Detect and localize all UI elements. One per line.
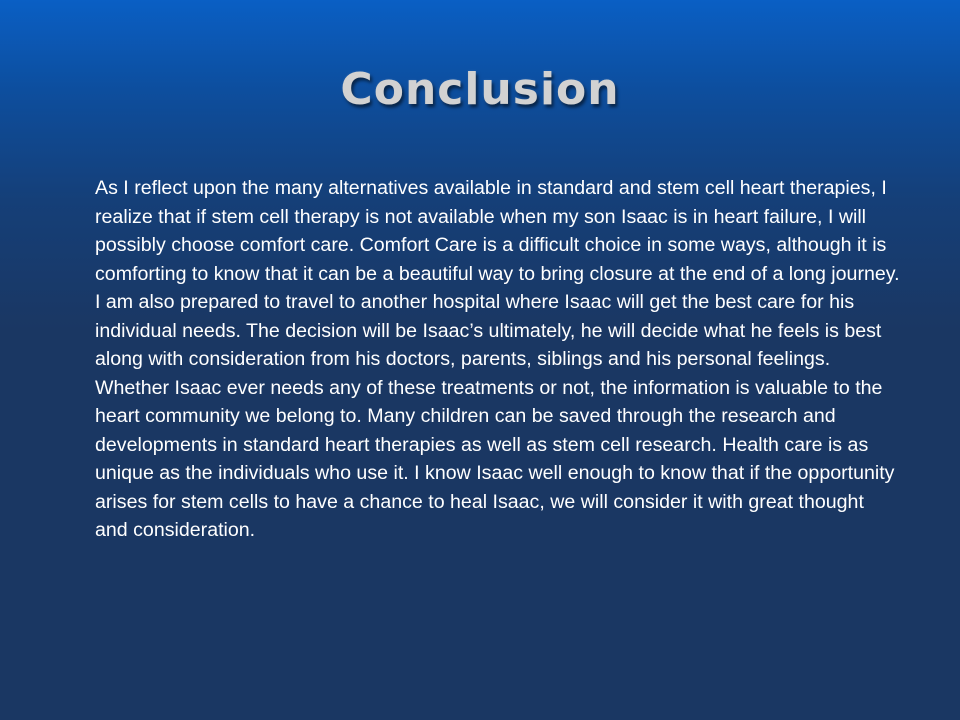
slide-title: Conclusion	[340, 64, 620, 115]
slide-body-text: As I reflect upon the many alternatives available in standard and stem cell heart therapies, I realize that if stem cell therapy is not available when my son Isaac is in heart failure, I will possibly choose comfort care. Comfort Care is a difficult choice in some ways, although it is comforting to know that it can be a beautiful way to bring closure at the end of a long journey. I am also prepared to travel to another hospital where Isaac will get the best care for his individual needs. The decision will be Isaac’s ultimately, he will decide what he feels is best along with consideration from his doctors, parents, siblings and his personal feelings. Whether Isaac ever needs any of these treatments or not, the information is valuable to the heart community we belong to. Many children can be saved through the research and developments in standard heart therapies as well as stem cell research. Health care is as unique as the individuals who use it. I know Isaac well enough to know that if the opportunity arises for stem cells to have a chance to heal Isaac, we will consider it with great thought and consideration.	[95, 177, 900, 541]
